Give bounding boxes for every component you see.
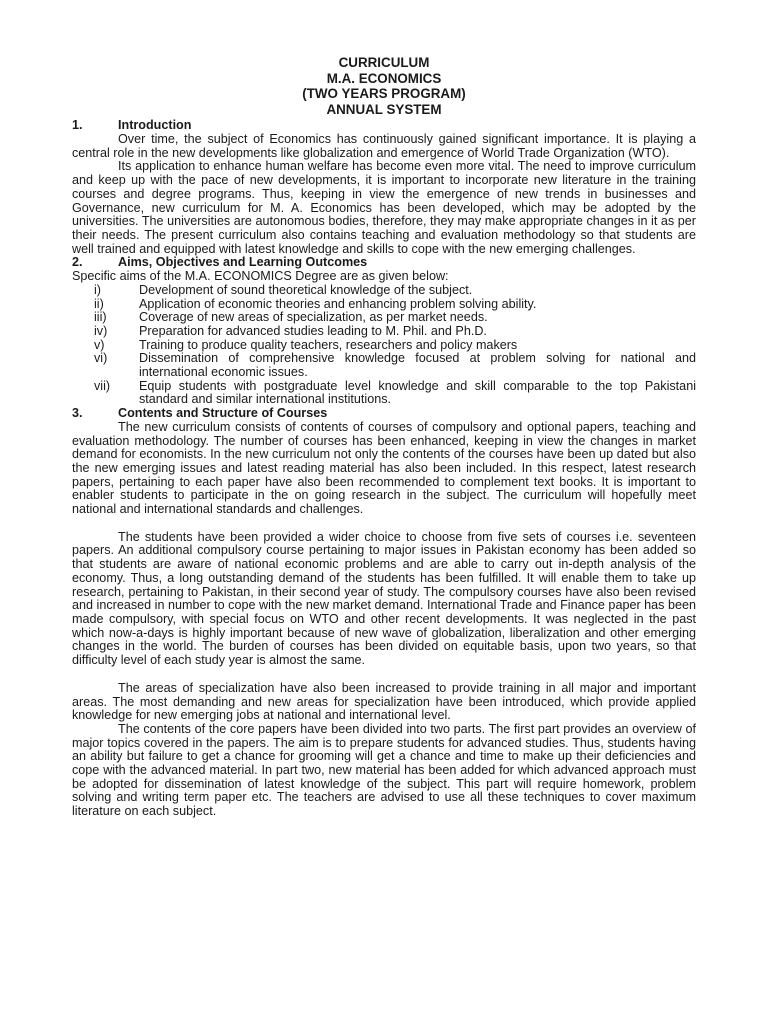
list-item	[72, 380, 696, 407]
section-3-number: 3.	[72, 406, 83, 421]
aims-list	[72, 284, 696, 407]
list-item-text: Equip students with postgraduate level knowledge and skill comparable to the top Pakistani standard and similar international institutions.	[139, 378, 696, 407]
section-1-heading	[72, 119, 696, 133]
paragraph-spacer	[72, 668, 696, 682]
list-item-number: iv)	[94, 323, 108, 338]
list-item	[72, 339, 696, 353]
list-item	[72, 352, 696, 379]
section-1-number: 1.	[72, 118, 83, 133]
section-3-heading	[72, 407, 696, 421]
document-page	[72, 55, 696, 819]
section-3-paragraph-4: The contents of the core papers have been divided into two parts. The first part provides an overview of major topics covered in the papers. The aim is to prepare students for advanced studies. Thus, students having an ability but failure to get a chance for grooming will get a chance and time to make up their deficiencies and cope with the advanced material. In part two, new material has been added for which advanced approach must be adopted for dissemination of latest knowledge of the subject. This part will require homework, problem solving and writing term paper etc. The teachers are advised to use all these techniques to cover maximum literature on each subject.	[72, 721, 696, 819]
section-3-paragraph-1: The new curriculum consists of contents of courses of compulsory and optional papers, teaching and evaluation methodology. The number of courses has been enhanced, keeping in view the changes in market demand for economists. In the new curriculum not only the contents of the courses have been up dated but also the new emerging issues and latest reading material has also been included. In this respect, latest research papers, pertaining to each paper have also been recommended to complement text books. It is important to enabler students to participate in the on going research in the subject. The curriculum will hopefully meet national and international standards and challenges.	[72, 419, 696, 517]
title-line-2: M.A. ECONOMICS	[326, 70, 442, 86]
paragraph-spacer	[72, 517, 696, 531]
list-item-number: i)	[94, 282, 101, 297]
section-1-title: Introduction	[118, 118, 192, 133]
section-2-title: Aims, Objectives and Learning Outcomes	[118, 255, 368, 270]
list-item-number: v)	[94, 337, 105, 352]
list-item-number: vi)	[94, 351, 108, 366]
list-item-text: Development of sound theoretical knowledge of the subject.	[139, 282, 473, 297]
section-2-heading	[72, 256, 696, 270]
list-item-text: Application of economic theories and enhancing problem solving ability.	[139, 296, 537, 311]
section-2-intro: Specific aims of the M.A. ECONOMICS Degree are as given below:	[72, 269, 449, 284]
list-item-text: Coverage of new areas of specialization, as per market needs.	[139, 310, 488, 325]
section-1-paragraph-2: Its application to enhance human welfare has become even more vital. The need to improve curriculum and keep up with the pace of new developments, it is important to incorporate new literature in the training courses and degree programs. Thus, keeping in view the emergence of new trends in businesses and Governance, new curriculum for M. A. Economics has been developed, which may be adopted by the universities. The universities are autonomous bodies, therefore, they may make appropriate changes in it as per their needs. The present curriculum also contains teaching and evaluation methodology so that students are well trained and equipped with latest knowledge and skills to cope with the new emerging challenges.	[72, 159, 696, 256]
list-item-number: ii)	[94, 296, 104, 311]
section-2-number: 2.	[72, 255, 83, 270]
list-item	[72, 311, 696, 325]
list-item	[72, 298, 696, 312]
list-item-text: Preparation for advanced studies leading to M. Phil. and Ph.D.	[139, 323, 487, 338]
section-3-paragraph-3: The areas of specialization have also been increased to provide training in all major and important areas. The most demanding and new areas for specialization have been introduced, which provide applied knowledge for new emerging jobs at national and international level.	[72, 680, 696, 723]
list-item	[72, 284, 696, 298]
list-item-number: iii)	[94, 310, 107, 325]
document-title	[72, 55, 696, 117]
section-3-title: Contents and Structure of Courses	[118, 406, 328, 421]
list-item-text: Dissemination of comprehensive knowledge focused at problem solving for national and international economic issues.	[139, 351, 696, 380]
title-line-3: (TWO YEARS PROGRAM)	[302, 86, 466, 102]
list-item	[72, 325, 696, 339]
list-item-number: vii)	[94, 378, 111, 393]
section-1-paragraph-1: Over time, the subject of Economics has continuously gained significant importance. It is playing a central role in the new developments like globalization and emergence of World Trade Organization (WTO).	[72, 132, 696, 160]
list-item-text: Training to produce quality teachers, researchers and policy makers	[139, 337, 518, 352]
title-line-1: CURRICULUM	[338, 55, 430, 70]
section-3-paragraph-2: The students have been provided a wider choice to choose from five sets of courses i.e. seventeen papers. An additional compulsory course pertaining to major issues in Pakistan economy has been added so that students are aware of national economic problems and are able to carry out in-depth analysis of the economy. Thus, a long outstanding demand of the students has been fulfilled. It will enable them to take up research, pertaining to Pakistan, in their second year of study. The compulsory courses have also been revised and increased in number to cope with the new market demand. International Trade and Finance paper has been made compulsory, with special focus on WTO and other recent developments. It was neglected in the past which now-a-days is highly important because of new wave of globalization, liberalization and other emerging changes in the world. The burden of courses has been divided on equitable basis, upon two years, so that difficulty level of each study year is almost the same.	[72, 529, 696, 668]
title-line-4: ANNUAL SYSTEM	[326, 101, 442, 117]
